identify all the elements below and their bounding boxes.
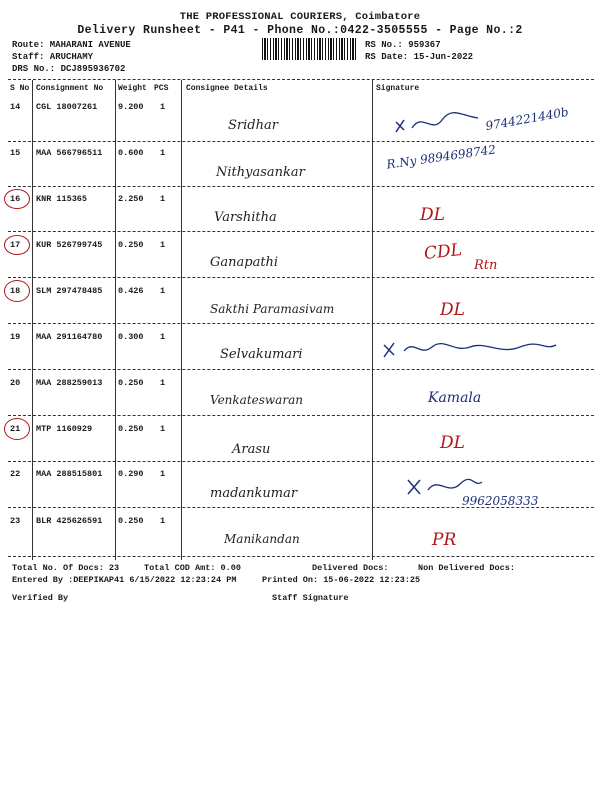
row-weight: 0.250: [118, 240, 144, 250]
consignee-name: Manikandan: [224, 532, 300, 546]
row-pcs: 1: [160, 286, 166, 296]
signature: 9962058333: [462, 494, 539, 508]
row-divider: [8, 231, 594, 232]
signature: CDL: [423, 240, 463, 264]
row-consignment-no: MAA 566796511: [36, 148, 103, 158]
signature: Kamala: [428, 390, 482, 406]
row-consignment-no: KNR 115365: [36, 194, 88, 204]
signature: 9744221440b: [484, 104, 570, 134]
total-cod: Total COD Amt: 0.00: [144, 563, 241, 573]
row-weight: 0.250: [118, 516, 144, 526]
column-divider: [181, 80, 182, 560]
row-pcs: 1: [160, 102, 166, 112]
row-pcs: 1: [160, 194, 166, 204]
runsheet-subtitle: Delivery Runsheet - P41 - Phone No.:0422-3505555 - Page No.:2: [77, 24, 523, 37]
row-consignment-no: BLR 425626591: [36, 516, 103, 526]
consignee-name: madankumar: [210, 486, 298, 501]
delivered-docs: Delivered Docs:: [312, 563, 389, 573]
red-circle-mark: [4, 189, 30, 209]
red-circle-mark: [4, 280, 30, 302]
row-consignment-no: MTP 1160929: [36, 424, 93, 434]
row-sno: 20: [10, 378, 21, 388]
signature-scribble: [392, 108, 482, 138]
row-sno: 14: [10, 102, 21, 112]
row-divider: [8, 556, 594, 557]
red-circle-mark: [4, 418, 30, 440]
column-header-signature: Signature: [376, 84, 420, 93]
row-sno: 16: [10, 194, 21, 204]
row-divider: [8, 461, 594, 462]
row-sno: 19: [10, 332, 21, 342]
signature: DL: [440, 300, 465, 320]
signature: PR: [432, 530, 457, 550]
row-weight: 0.600: [118, 148, 144, 158]
consignee-name: Ganapathi: [210, 255, 279, 270]
barcode-image: [262, 38, 358, 60]
row-sno: 17: [10, 240, 21, 250]
rs-date: RS Date: 15-Jun-2022: [365, 52, 474, 62]
row-divider: [8, 323, 594, 324]
row-pcs: 1: [160, 424, 166, 434]
consignee-name: Sakthi Paramasivam: [210, 302, 335, 316]
row-consignment-no: MAA 288259013: [36, 378, 103, 388]
row-pcs: 1: [160, 469, 166, 479]
consignee-name: Nithyasankar: [216, 165, 305, 180]
company-title: THE PROFESSIONAL COURIERS, Coimbatore: [179, 11, 421, 23]
row-sno: 22: [10, 469, 21, 479]
signature: DL: [440, 433, 465, 453]
column-header-consignment: Consignment No: [36, 84, 104, 93]
row-weight: 2.250: [118, 194, 144, 204]
row-pcs: 1: [160, 378, 166, 388]
table-top-border: [8, 79, 594, 80]
consignee-name: Selvakumari: [220, 347, 303, 362]
column-divider: [115, 80, 116, 560]
staff-label: Staff: ARUCHAMY: [12, 52, 94, 62]
row-divider: [8, 507, 594, 508]
return-note: Rtn: [474, 258, 498, 273]
entered-by: Entered By :DEEPIKAP41 6/15/2022 12:23:24 PM: [12, 575, 237, 585]
consignee-name: Sridhar: [228, 118, 278, 133]
row-consignment-no: SLM 297478485: [36, 286, 103, 296]
row-sno: 23: [10, 516, 21, 526]
rs-number: RS No.: 959367: [365, 40, 441, 50]
signature: R.Ny 9894698742: [385, 142, 497, 172]
consignee-name: Arasu: [232, 442, 271, 457]
row-divider: [8, 415, 594, 416]
column-header-weight: Weight: [118, 84, 147, 93]
row-divider: [8, 369, 594, 370]
column-header-pcs: PCS: [154, 84, 169, 93]
row-pcs: 1: [160, 516, 166, 526]
column-header-consignee: Consignee Details: [186, 84, 268, 93]
staff-signature-label: Staff Signature: [272, 593, 349, 603]
consignee-name: Venkateswaran: [210, 393, 303, 407]
row-divider: [8, 141, 594, 142]
row-weight: 0.250: [118, 424, 144, 434]
drs-number: DRS No.: DCJ895936702: [12, 64, 126, 74]
signature-scribble: [380, 335, 560, 361]
row-pcs: 1: [160, 332, 166, 342]
route-label: Route: MAHARANI AVENUE: [12, 40, 131, 50]
non-delivered-docs: Non Delivered Docs:: [418, 563, 515, 573]
row-consignment-no: MAA 288515801: [36, 469, 103, 479]
row-consignment-no: MAA 291164780: [36, 332, 103, 342]
row-weight: 0.290: [118, 469, 144, 479]
row-weight: 0.250: [118, 378, 144, 388]
column-header-sno: S No: [10, 84, 30, 93]
signature-scribble: [404, 474, 484, 500]
row-weight: 9.200: [118, 102, 144, 112]
row-pcs: 1: [160, 148, 166, 158]
column-divider: [32, 80, 33, 560]
total-docs: Total No. Of Docs: 23: [12, 563, 120, 573]
red-circle-mark: [4, 235, 30, 255]
consignee-name: Varshitha: [214, 210, 277, 225]
row-weight: 0.300: [118, 332, 144, 342]
column-divider: [372, 80, 373, 560]
row-divider: [8, 186, 594, 187]
row-divider: [8, 277, 594, 278]
verified-by: Verified By: [12, 593, 69, 603]
printed-on: Printed On: 15-06-2022 12:23:25: [262, 575, 421, 585]
row-sno: 21: [10, 424, 21, 434]
signature: DL: [420, 205, 445, 225]
row-weight: 0.426: [118, 286, 144, 296]
row-consignment-no: KUR 526799745: [36, 240, 103, 250]
row-sno: 15: [10, 148, 21, 158]
row-consignment-no: CGL 18007261: [36, 102, 98, 112]
row-sno: 18: [10, 286, 21, 296]
row-pcs: 1: [160, 240, 166, 250]
